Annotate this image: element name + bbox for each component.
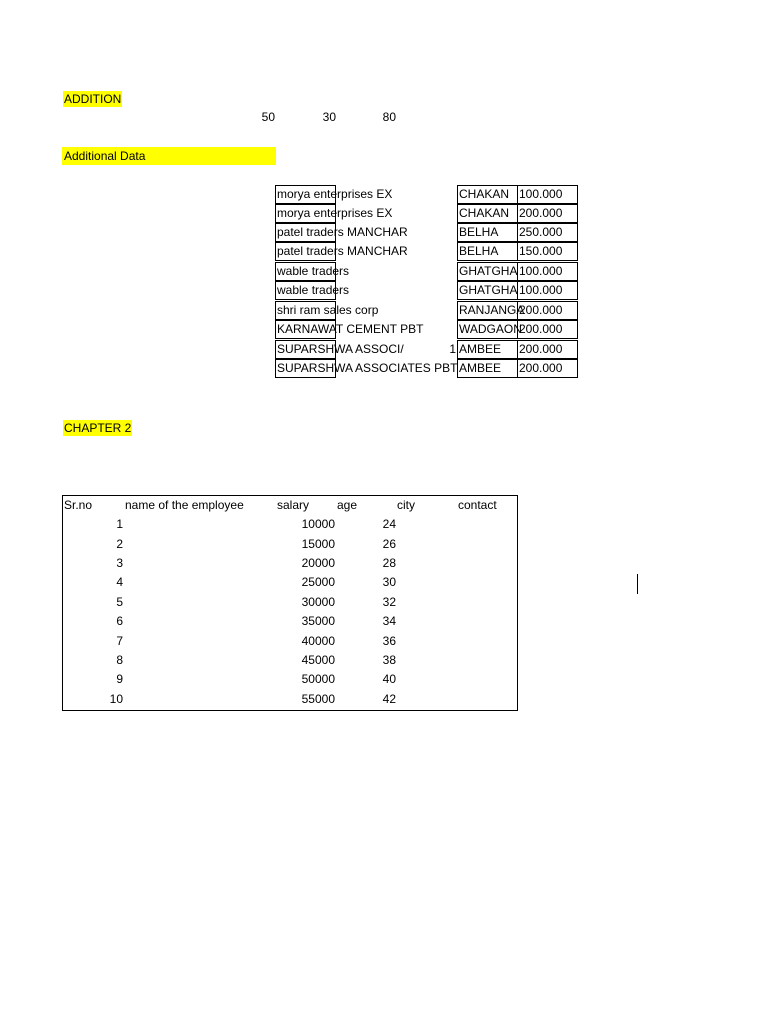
vendor-amount-cell[interactable]: 100.000 <box>519 187 563 201</box>
cell-srno[interactable]: 10 <box>109 692 123 706</box>
cell-age[interactable]: 38 <box>382 653 396 667</box>
cell-salary[interactable]: 30000 <box>301 595 335 609</box>
addition-heading: ADDITION <box>64 92 122 106</box>
vendor-name-cell[interactable]: morya enterprises EX <box>277 206 393 220</box>
cell-salary[interactable]: 25000 <box>301 575 335 589</box>
vendor-amount-cell[interactable]: 250.000 <box>519 225 563 239</box>
cell-salary[interactable]: 10000 <box>301 517 335 531</box>
cell-salary[interactable]: 45000 <box>301 653 335 667</box>
vendor-amount-cell[interactable]: 200.000 <box>519 206 563 220</box>
vendor-amount-cell[interactable]: 150.000 <box>519 244 563 258</box>
cell-srno[interactable]: 7 <box>116 634 123 648</box>
vendor-name-cell[interactable]: KARNAWAT CEMENT PBT <box>277 322 424 336</box>
header-salary: salary <box>277 498 310 512</box>
cell-salary[interactable]: 15000 <box>301 537 335 551</box>
header-contact: contact <box>458 498 497 512</box>
cell-age[interactable]: 28 <box>382 556 396 570</box>
vendor-city-cell[interactable]: BELHA <box>459 244 499 258</box>
header-city: city <box>397 498 415 512</box>
additional-data-heading: Additional Data <box>62 147 276 165</box>
cell-salary[interactable]: 40000 <box>301 634 335 648</box>
addition-value-2: 30 <box>322 110 336 124</box>
vendor-name-cell[interactable]: wable traders <box>277 264 350 278</box>
vendor-amount-cell[interactable]: 200.000 <box>519 361 563 375</box>
vendor-amount-cell[interactable]: 200.000 <box>519 322 563 336</box>
vendor-name-cell[interactable]: patel traders MANCHAR <box>277 225 408 239</box>
vendor-city-cell[interactable]: BELHA <box>459 225 499 239</box>
vendor-name-cell[interactable]: patel traders MANCHAR <box>277 244 408 258</box>
cell-salary[interactable]: 35000 <box>301 614 335 628</box>
cell-srno[interactable]: 8 <box>116 653 123 667</box>
vendor-name-cell[interactable]: wable traders <box>277 283 350 297</box>
cell-age[interactable]: 36 <box>382 634 396 648</box>
cell-salary[interactable]: 50000 <box>301 672 335 686</box>
vendor-city-cell[interactable]: CHAKAN <box>459 206 510 220</box>
cell-age[interactable]: 26 <box>382 537 396 551</box>
cell-srno[interactable]: 4 <box>116 575 123 589</box>
vendor-amount-cell[interactable]: 100.000 <box>519 264 563 278</box>
vendor-amount-cell[interactable]: 200.000 <box>519 342 563 356</box>
cell-srno[interactable]: 3 <box>116 556 123 570</box>
header-employee-name: name of the employee <box>125 498 244 512</box>
header-age: age <box>337 498 358 512</box>
vendor-name-cell[interactable]: SUPARSHWA ASSOCIATES PBT <box>277 361 458 375</box>
cell-srno[interactable]: 9 <box>116 672 123 686</box>
vendor-city-cell[interactable]: RANJANGA <box>459 303 525 317</box>
vendor-amount-cell[interactable]: 200.000 <box>519 303 563 317</box>
addition-value-1: 50 <box>261 110 275 124</box>
vendor-city-cell[interactable]: GHATGHA <box>459 283 518 297</box>
cell-salary[interactable]: 55000 <box>301 692 335 706</box>
vendor-city-cell[interactable]: GHATGHA <box>459 264 518 278</box>
cell-srno[interactable]: 6 <box>116 614 123 628</box>
cell-age[interactable]: 34 <box>382 614 396 628</box>
text-cursor <box>637 574 638 594</box>
cell-srno[interactable]: 5 <box>116 595 123 609</box>
addition-value-3: 80 <box>382 110 396 124</box>
cell-srno[interactable]: 2 <box>116 537 123 551</box>
cell-srno[interactable]: 1 <box>116 517 123 531</box>
vendor-name-cell[interactable]: shri ram sales corp <box>277 303 379 317</box>
vendor-extra-cell[interactable]: 1 <box>449 342 456 356</box>
header-srno: Sr.no <box>64 498 93 512</box>
vendor-amount-cell[interactable]: 100.000 <box>519 283 563 297</box>
cell-age[interactable]: 24 <box>382 517 396 531</box>
vendor-city-cell[interactable]: AMBEE <box>459 361 502 375</box>
chapter-heading: CHAPTER 2 <box>64 421 132 435</box>
cell-age[interactable]: 30 <box>382 575 396 589</box>
vendor-city-cell[interactable]: AMBEE <box>459 342 502 356</box>
cell-age[interactable]: 42 <box>382 692 396 706</box>
vendor-name-cell[interactable]: morya enterprises EX <box>277 187 393 201</box>
cell-age[interactable]: 40 <box>382 672 396 686</box>
vendor-city-cell[interactable]: CHAKAN <box>459 187 510 201</box>
vendor-city-cell[interactable]: WADGAON <box>459 322 522 336</box>
cell-age[interactable]: 32 <box>382 595 396 609</box>
vendor-name-cell[interactable]: SUPARSHWA ASSOCI/ <box>277 342 404 356</box>
cell-salary[interactable]: 20000 <box>301 556 335 570</box>
